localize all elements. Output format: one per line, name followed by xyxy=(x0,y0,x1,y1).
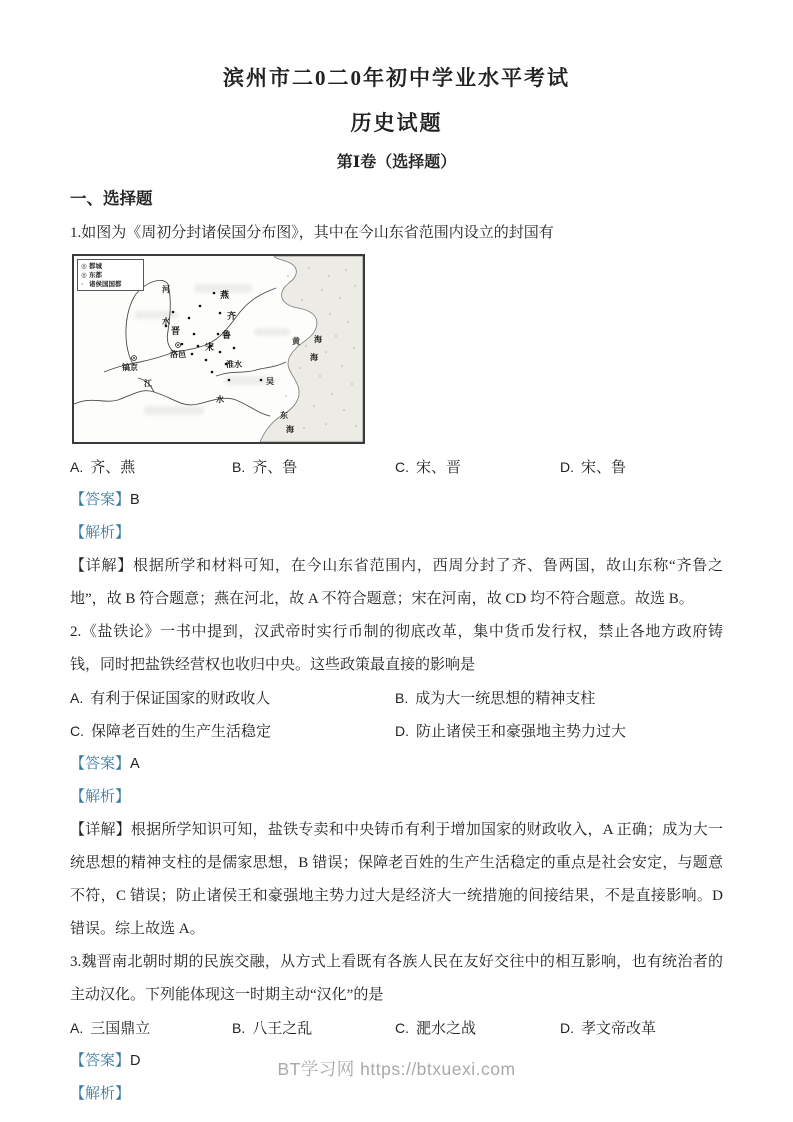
option-text: 宋、鲁 xyxy=(581,460,627,476)
option-label: B. xyxy=(395,690,409,706)
answer-value: A xyxy=(130,756,140,772)
option-label: D. xyxy=(560,459,574,475)
option-c xyxy=(395,1012,476,1046)
option-label: C. xyxy=(395,1020,409,1036)
option-label: D. xyxy=(395,723,409,739)
map-label: 吴 xyxy=(266,377,274,386)
legend-label: 东都 xyxy=(89,272,102,279)
map-label: 东 xyxy=(280,411,288,420)
option-b xyxy=(232,451,297,485)
map-label: 海 xyxy=(314,335,322,344)
detail-text: 【详解】根据所学知识可知，盐铁专卖和中央铸币有利于增加国家的财政收入，A 正确；成为大一统思想的精神支柱的是儒家思想，B 错误；保障老百姓的生产生活稳定的重点是社会安定，与题意不符，C 错误；防止诸侯王和豪强地主势力过大是经济大一统措施的间接结果，不是直接影响。D 错误。综上故选 A。 xyxy=(70,822,723,937)
state-capital-dots xyxy=(165,292,263,382)
east-capital-symbol: ◎ xyxy=(81,272,87,279)
legend-label: 诸侯国国都 xyxy=(89,281,122,288)
map-label: 晋 xyxy=(171,326,181,336)
answer-line xyxy=(70,748,723,781)
question-2 xyxy=(70,616,723,946)
exam-map xyxy=(72,254,365,444)
options-row xyxy=(70,682,723,715)
map-label: 河 xyxy=(162,285,170,294)
option-text: 宋、晋 xyxy=(416,460,462,476)
option-text: 有利于保证国家的财政收人 xyxy=(90,691,271,707)
analysis-label: 【解析】 xyxy=(70,1086,131,1102)
question-stem: 2.《盐铁论》一书中提到，汉武帝时实行币制的彻底改革，集中货币发行权，禁止各地方政府铸钱，同时把盐铁经营权也收归中央。这些政策最直接的影响是 xyxy=(70,624,723,673)
question-1 xyxy=(70,217,723,616)
legend-label: 都城 xyxy=(89,263,102,270)
map-label: 洛邑 xyxy=(170,350,186,359)
footer-watermark: BT学习网 https://btxuexi.com xyxy=(277,1059,516,1079)
option-a xyxy=(70,682,270,716)
part-header: 一、选择题 xyxy=(70,189,153,208)
sea-region xyxy=(260,256,363,442)
legend-row xyxy=(81,271,141,280)
option-text: 八王之乱 xyxy=(252,1021,313,1037)
state-capital-symbol: · xyxy=(81,281,84,288)
capital-symbol: ◎ xyxy=(81,263,87,270)
option-label: B. xyxy=(232,459,246,475)
map-label: 水 xyxy=(162,317,170,326)
analysis-label: 【解析】 xyxy=(70,525,131,541)
option-label: B. xyxy=(232,1020,246,1036)
map-label: 镐京 xyxy=(122,363,138,372)
map-label: 宋 xyxy=(205,342,215,352)
detail-text: 【详解】根据所学和材料可知，在今山东省范围内，西周分封了齐、鲁两国，故山东称“齐鲁之地”，故 B 符合题意；燕在河北，故 A 不符合题意；宋在河南，故 CD 均不符合题意。故选 B。 xyxy=(70,558,723,607)
map-label: 黄 xyxy=(292,337,300,346)
option-text: 齐、燕 xyxy=(90,460,136,476)
option-b xyxy=(232,1012,312,1046)
page-subtitle: 历史试题 xyxy=(350,111,443,135)
option-c xyxy=(70,715,271,749)
options-row xyxy=(70,1012,723,1045)
option-d xyxy=(395,715,626,749)
question-stem: 3.魏晋南北朝时期的民族交融，从方式上看既有各族人民在友好交往中的相互影响，也有统治者的主动汉化。下列能体现这一时期主动“汉化”的是 xyxy=(70,954,723,1003)
option-label: C. xyxy=(70,723,84,739)
option-text: 成为大一统思想的精神支柱 xyxy=(415,691,596,707)
option-label: D. xyxy=(560,1020,574,1036)
map-label: 鲁 xyxy=(222,330,232,340)
option-text: 齐、鲁 xyxy=(252,460,298,476)
answer-label: 【答案】 xyxy=(70,1053,131,1069)
option-text: 保障老百姓的生产生活稳定 xyxy=(91,724,272,740)
answer-value: B xyxy=(130,492,140,508)
option-d xyxy=(560,1012,656,1046)
option-text: 三国鼎立 xyxy=(90,1021,151,1037)
question-3 xyxy=(70,946,723,1111)
map-label: 江 xyxy=(144,379,152,388)
map-label: 淮水 xyxy=(226,360,242,369)
legend-row xyxy=(81,262,141,271)
answer-line xyxy=(70,484,723,517)
map-label: 海 xyxy=(286,425,294,434)
section-header: 第Ⅰ卷（选择题） xyxy=(336,154,457,171)
option-label: A. xyxy=(70,459,84,475)
answer-label: 【答案】 xyxy=(70,492,131,508)
option-a xyxy=(70,451,135,485)
legend-row xyxy=(81,280,141,289)
option-label: C. xyxy=(395,459,409,475)
option-label: A. xyxy=(70,690,84,706)
option-text: 防止诸侯王和豪强地主势力过大 xyxy=(416,724,627,740)
option-d xyxy=(560,451,626,485)
map-label: 燕 xyxy=(220,290,230,300)
option-c xyxy=(395,451,461,485)
option-a xyxy=(70,1012,150,1046)
options-row xyxy=(70,451,723,484)
answer-label: 【答案】 xyxy=(70,756,131,772)
option-b xyxy=(395,682,595,716)
answer-value: D xyxy=(130,1053,141,1069)
options-row xyxy=(70,715,723,748)
option-text: 孝文帝改革 xyxy=(581,1021,657,1037)
page-title: 滨州市二0二0年初中学业水平考试 xyxy=(223,66,570,90)
rivers xyxy=(74,280,286,416)
map-legend xyxy=(77,259,144,291)
option-text: 淝水之战 xyxy=(416,1021,477,1037)
question-stem: 1.如图为《周初分封诸侯国分布图》，其中在今山东省范围内设立的封国有 xyxy=(70,225,554,241)
analysis-label: 【解析】 xyxy=(70,789,131,805)
option-label: A. xyxy=(70,1020,84,1036)
map-label: 水 xyxy=(216,395,224,404)
map-label: 海 xyxy=(310,353,318,362)
map-label: 齐 xyxy=(227,311,237,321)
